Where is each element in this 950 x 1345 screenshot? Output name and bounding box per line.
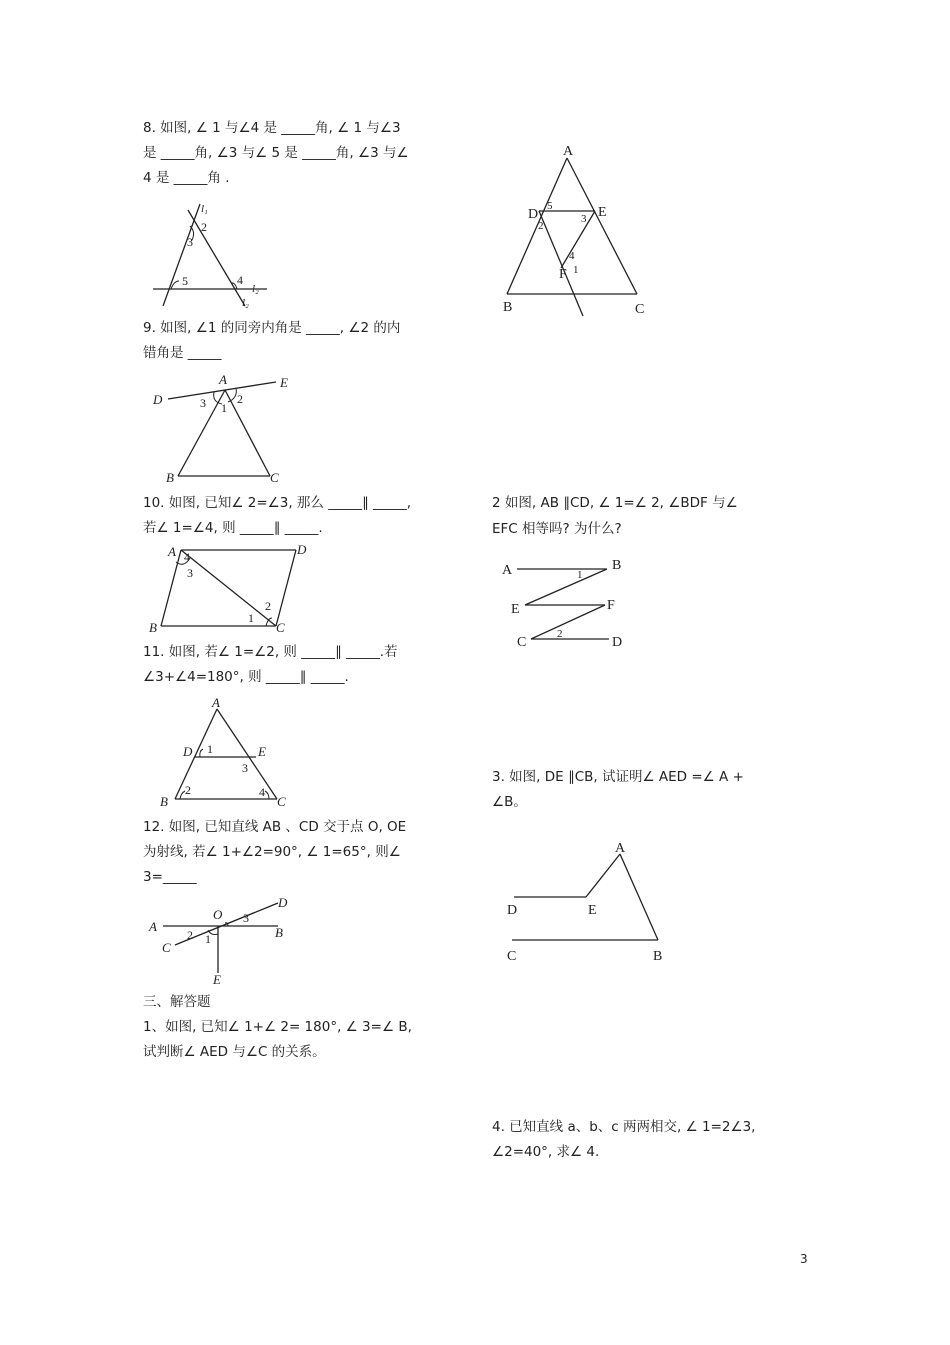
q10-label-4: 4 xyxy=(184,550,190,564)
q11-label-C: C xyxy=(277,794,286,809)
q10-label-3: 3 xyxy=(187,566,193,580)
p2-line2: EFC 相等吗? 为什么? xyxy=(492,521,622,537)
q11-label-E: E xyxy=(258,744,266,759)
q8-label-4: 4 xyxy=(237,273,243,287)
tri-label-A: A xyxy=(563,144,574,159)
q12-figure xyxy=(145,893,295,985)
tri-label-2: 2 xyxy=(538,220,544,232)
q10-label-B: B xyxy=(149,620,157,635)
p2-label-C: C xyxy=(517,635,527,650)
q10-label-2: 2 xyxy=(265,599,271,613)
q10-label-A: A xyxy=(168,544,176,559)
p3-line1: 3. 如图, DE ∥CB, 试证明∠ AED =∠ A + xyxy=(492,769,744,785)
p3-label-E: E xyxy=(588,903,597,918)
p3-label-C: C xyxy=(507,949,517,964)
tri-label-3: 3 xyxy=(581,213,587,225)
q12-line2: 为射线, 若∠ 1+∠2=90°, ∠ 1=65°, 则∠ xyxy=(143,844,401,860)
q9-label-3: 3 xyxy=(200,396,206,410)
p1-line2: 试判断∠ AED 与∠C 的关系。 xyxy=(143,1044,326,1060)
p3-label-B: B xyxy=(653,949,663,964)
q9-label-D: D xyxy=(153,392,163,407)
section3-title: 三、解答题 xyxy=(143,994,211,1010)
q12-line3: 3=_____ xyxy=(143,869,197,885)
q8-label-l2b: l₂ xyxy=(242,297,249,309)
q9-label-C: C xyxy=(270,470,279,485)
q12-label-1: 1 xyxy=(205,932,211,946)
p3-label-A: A xyxy=(615,841,626,856)
p2-label-A: A xyxy=(502,563,513,578)
q11-line2: ∠3+∠4=180°, 则 _____∥ _____. xyxy=(143,669,349,685)
q11-label-1: 1 xyxy=(207,742,213,756)
q9-label-E: E xyxy=(280,375,288,390)
q11-label-B: B xyxy=(160,794,168,809)
q10-label-D: D xyxy=(297,542,307,557)
p3-figure xyxy=(500,836,675,966)
q12-label-E: E xyxy=(213,972,221,985)
q12-label-C: C xyxy=(162,940,171,955)
p2-label-D: D xyxy=(612,635,623,650)
tri-label-D: D xyxy=(528,207,539,222)
q11-label-D: D xyxy=(183,744,193,759)
q10-label-1: 1 xyxy=(248,611,254,625)
p1-line1: 1、如图, 已知∠ 1+∠ 2= 180°, ∠ 3=∠ B, xyxy=(143,1019,412,1035)
p2-label-2: 2 xyxy=(557,628,563,640)
q10-figure xyxy=(146,540,316,636)
q12-label-B: B xyxy=(275,925,283,940)
q8-line3: 4 是 _____角 . xyxy=(143,170,230,186)
q9-label-A: A xyxy=(219,372,227,387)
q12-label-D: D xyxy=(278,895,288,910)
p3-line2: ∠B。 xyxy=(492,794,527,810)
page-number: 3 xyxy=(800,1252,808,1266)
tri-label-B: B xyxy=(503,300,513,315)
q12-label-O: O xyxy=(213,907,223,922)
q9-label-B: B xyxy=(166,470,174,485)
q11-label-2: 2 xyxy=(185,783,191,797)
q12-label-A: A xyxy=(149,919,157,934)
q12-label-2: 2 xyxy=(187,928,193,942)
tri-label-C: C xyxy=(635,302,645,317)
tri-label-E: E xyxy=(598,205,607,220)
p2-label-1: 1 xyxy=(577,569,583,581)
p2-label-B: B xyxy=(612,558,622,573)
p2-line1: 2 如图, AB ∥CD, ∠ 1=∠ 2, ∠BDF 与∠ xyxy=(492,495,738,511)
q8-label-2: 2 xyxy=(201,220,207,234)
q11-label-4: 4 xyxy=(259,785,265,799)
triangle-figure xyxy=(495,138,655,318)
p3-label-D: D xyxy=(507,903,518,918)
p2-figure xyxy=(497,553,637,653)
q10-line2: 若∠ 1=∠4, 则 _____∥ _____. xyxy=(143,520,323,536)
q8-figure xyxy=(145,198,275,310)
tri-label-F: F xyxy=(559,267,567,282)
q9-figure xyxy=(148,370,298,485)
q11-line1: 11. 如图, 若∠ 1=∠2, 则 _____∥ _____.若 xyxy=(143,644,398,660)
q8-label-l1: l₁ xyxy=(201,203,208,215)
q8-label-3: 3 xyxy=(187,235,193,249)
q9-line2: 错角是 _____ xyxy=(143,345,222,361)
tri-label-1: 1 xyxy=(573,264,579,276)
q8-label-l2a: l₂ xyxy=(252,283,259,295)
p4-line1: 4. 已知直线 a、b、c 两两相交, ∠ 1=2∠3, xyxy=(492,1119,756,1135)
tri-label-4: 4 xyxy=(569,250,575,262)
q12-line1: 12. 如图, 已知直线 AB 、CD 交于点 O, OE xyxy=(143,819,407,835)
q11-label-A: A xyxy=(212,695,220,710)
p2-label-F: F xyxy=(607,598,615,613)
q8-line1: 8. 如图, ∠ 1 与∠4 是 _____角, ∠ 1 与∠3 xyxy=(143,120,401,136)
q11-label-3: 3 xyxy=(242,761,248,775)
tri-label-5: 5 xyxy=(547,200,553,212)
q12-label-3: 3 xyxy=(243,911,249,925)
q9-label-1: 1 xyxy=(221,401,227,415)
q10-label-C: C xyxy=(276,620,285,635)
p2-label-E: E xyxy=(511,602,520,617)
q8-line2: 是 _____角, ∠3 与∠ 5 是 _____角, ∠3 与∠ xyxy=(143,145,409,161)
q9-label-2: 2 xyxy=(237,392,243,406)
q9-line1: 9. 如图, ∠1 的同旁内角是 _____, ∠2 的内 xyxy=(143,320,401,336)
p4-line2: ∠2=40°, 求∠ 4. xyxy=(492,1144,600,1160)
q8-label-5: 5 xyxy=(182,274,188,288)
q11-figure xyxy=(155,695,300,810)
q10-line1: 10. 如图, 已知∠ 2=∠3, 那么 _____∥ _____, xyxy=(143,495,412,511)
